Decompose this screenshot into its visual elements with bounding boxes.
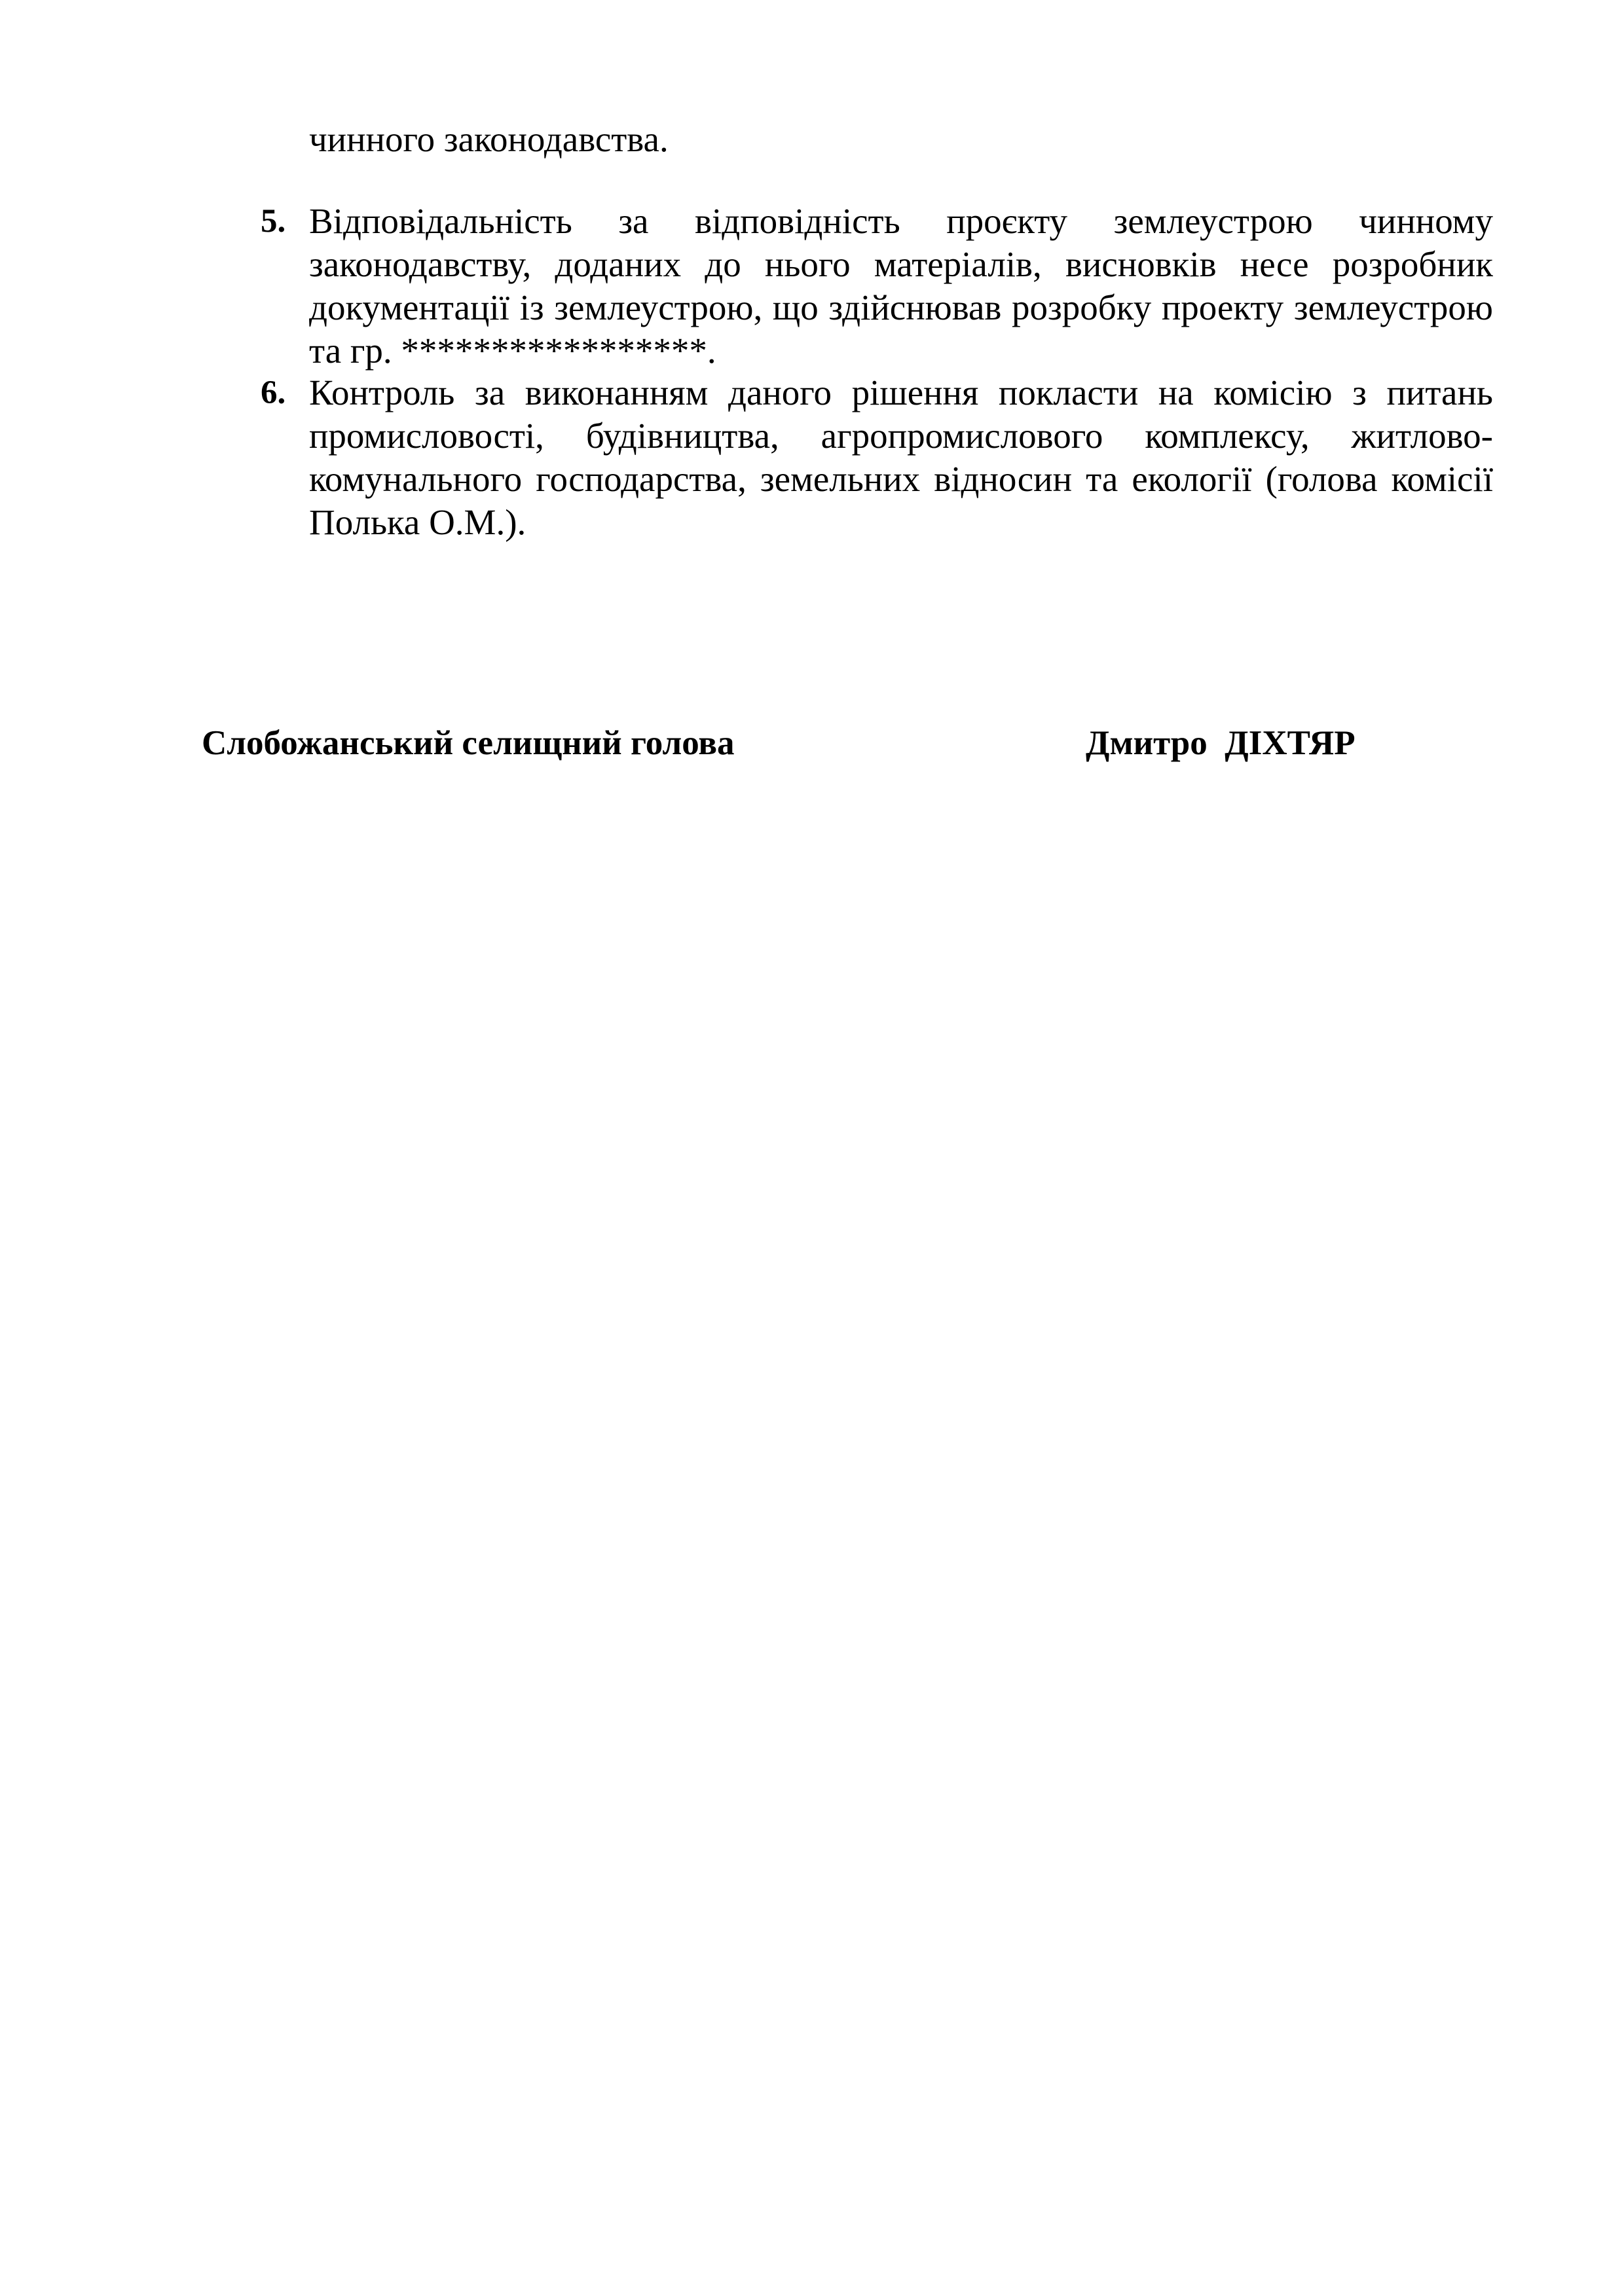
item-number: 6. (261, 374, 286, 411)
signature-block (202, 721, 1380, 767)
list-item (261, 200, 1493, 373)
signature-name: Дмитро ДІХТЯР (1086, 724, 1356, 762)
signature-title: Слобожанський селищний голова (202, 724, 735, 762)
item-number: 5. (261, 203, 286, 240)
list-item (261, 371, 1493, 544)
item-text: Відповідальність за відповідність проєкту землеустрою чинному законодавству, доданих до нього матеріалів, висновків несе розробник документації із землеустрою, що здійснював розробку проекту землеустрою та гр. *****************. (309, 201, 1493, 371)
item-text: Контроль за виконанням даного рішення покласти на комісію з питань промисловості, будівництва, агропромислового комплексу, житлово-комунального господарства, земельних відносин та екології (голова комісії Полька О.М.). (309, 373, 1493, 542)
continuation-text: чинного законодавства. (309, 119, 669, 159)
